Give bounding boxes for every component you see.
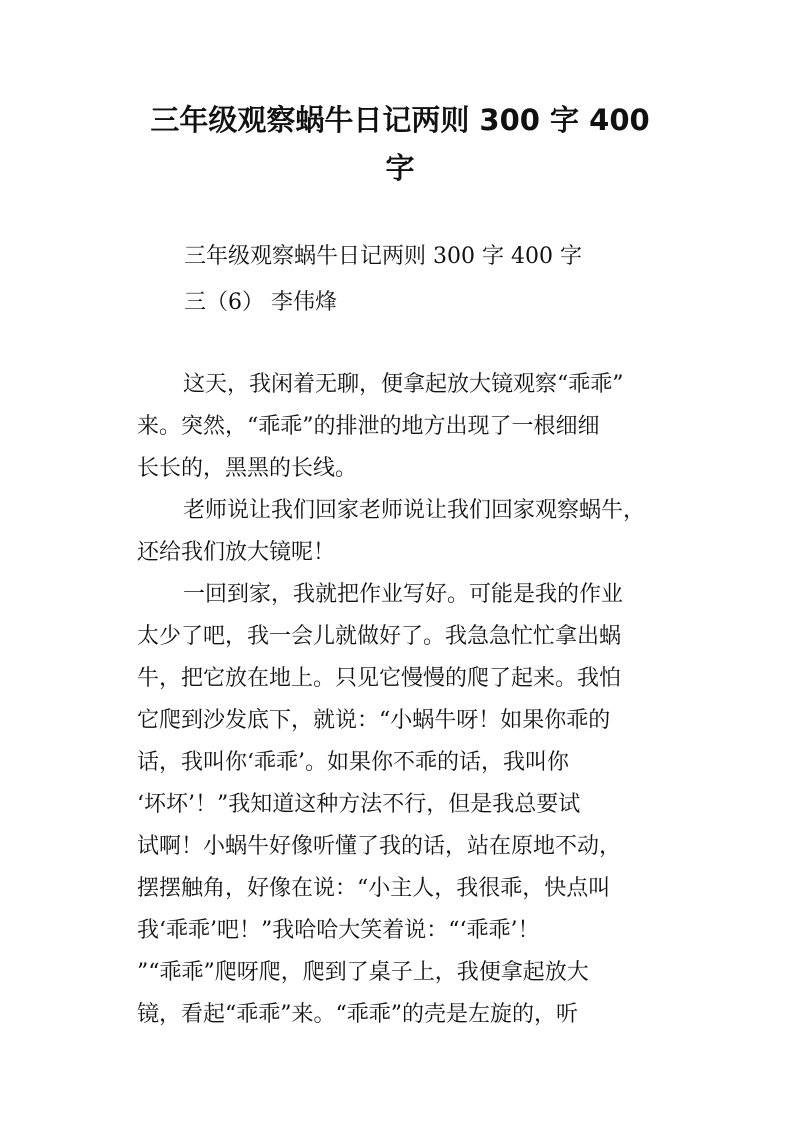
paragraph-line: 太少了吧，我一会儿就做好了。我急急忙忙拿出蜗 <box>137 624 622 649</box>
paragraph-line: 牛，把它放在地上。只见它慢慢的爬了起来。我怕 <box>137 666 622 691</box>
paragraph-line: 摆摆触角，好像在说：“小主人，我很乖，快点叫 <box>137 876 611 901</box>
paragraph-line: 这天，我闲着无聊，便拿起放大镜观察“乖乖” <box>183 372 624 397</box>
paragraph-line: 长长的，黑黑的长线。 <box>137 456 358 481</box>
paragraph-line: ‘坏坏’！”我知道这种方法不行，但是我总要试 <box>137 792 581 817</box>
paragraph-line: 试啊！小蜗牛好像听懂了我的话，站在原地不动， <box>137 834 622 859</box>
paragraph-line: 它爬到沙发底下，就说：“小蜗牛呀！如果你乖的 <box>137 708 611 733</box>
paragraph-line: ”“乖乖”爬呀爬，爬到了桌子上，我便拿起放大 <box>137 960 589 985</box>
paragraph-line: 一回到家，我就把作业写好。可能是我的作业 <box>183 582 624 607</box>
title-line-1: 三年级观察蜗牛日记两则 300 字 400 <box>150 103 650 137</box>
paragraph-line: 话，我叫你‘乖乖’。如果你不乖的话，我叫你 <box>137 750 569 775</box>
document-title <box>100 96 700 192</box>
title-line-2: 字 <box>385 151 415 185</box>
paragraph-line: 镜，看起“乖乖”来。“乖乖”的壳是左旋的，听 <box>137 1002 578 1027</box>
paragraph-line: 我‘乖乖’吧！”我哈哈大笑着说：“‘乖乖’！ <box>137 918 540 943</box>
paragraph-line: 老师说让我们回家老师说让我们回家观察蜗牛， <box>183 498 646 523</box>
paragraph-line: 来。突然，“乖乖”的排泄的地方出现了一根细细 <box>137 414 600 439</box>
paragraph-line: 还给我们放大镜呢！ <box>137 540 336 565</box>
author-line: 三（6） 李伟烽 <box>184 290 337 315</box>
subtitle: 三年级观察蜗牛日记两则 300 字 400 字 <box>184 244 582 269</box>
